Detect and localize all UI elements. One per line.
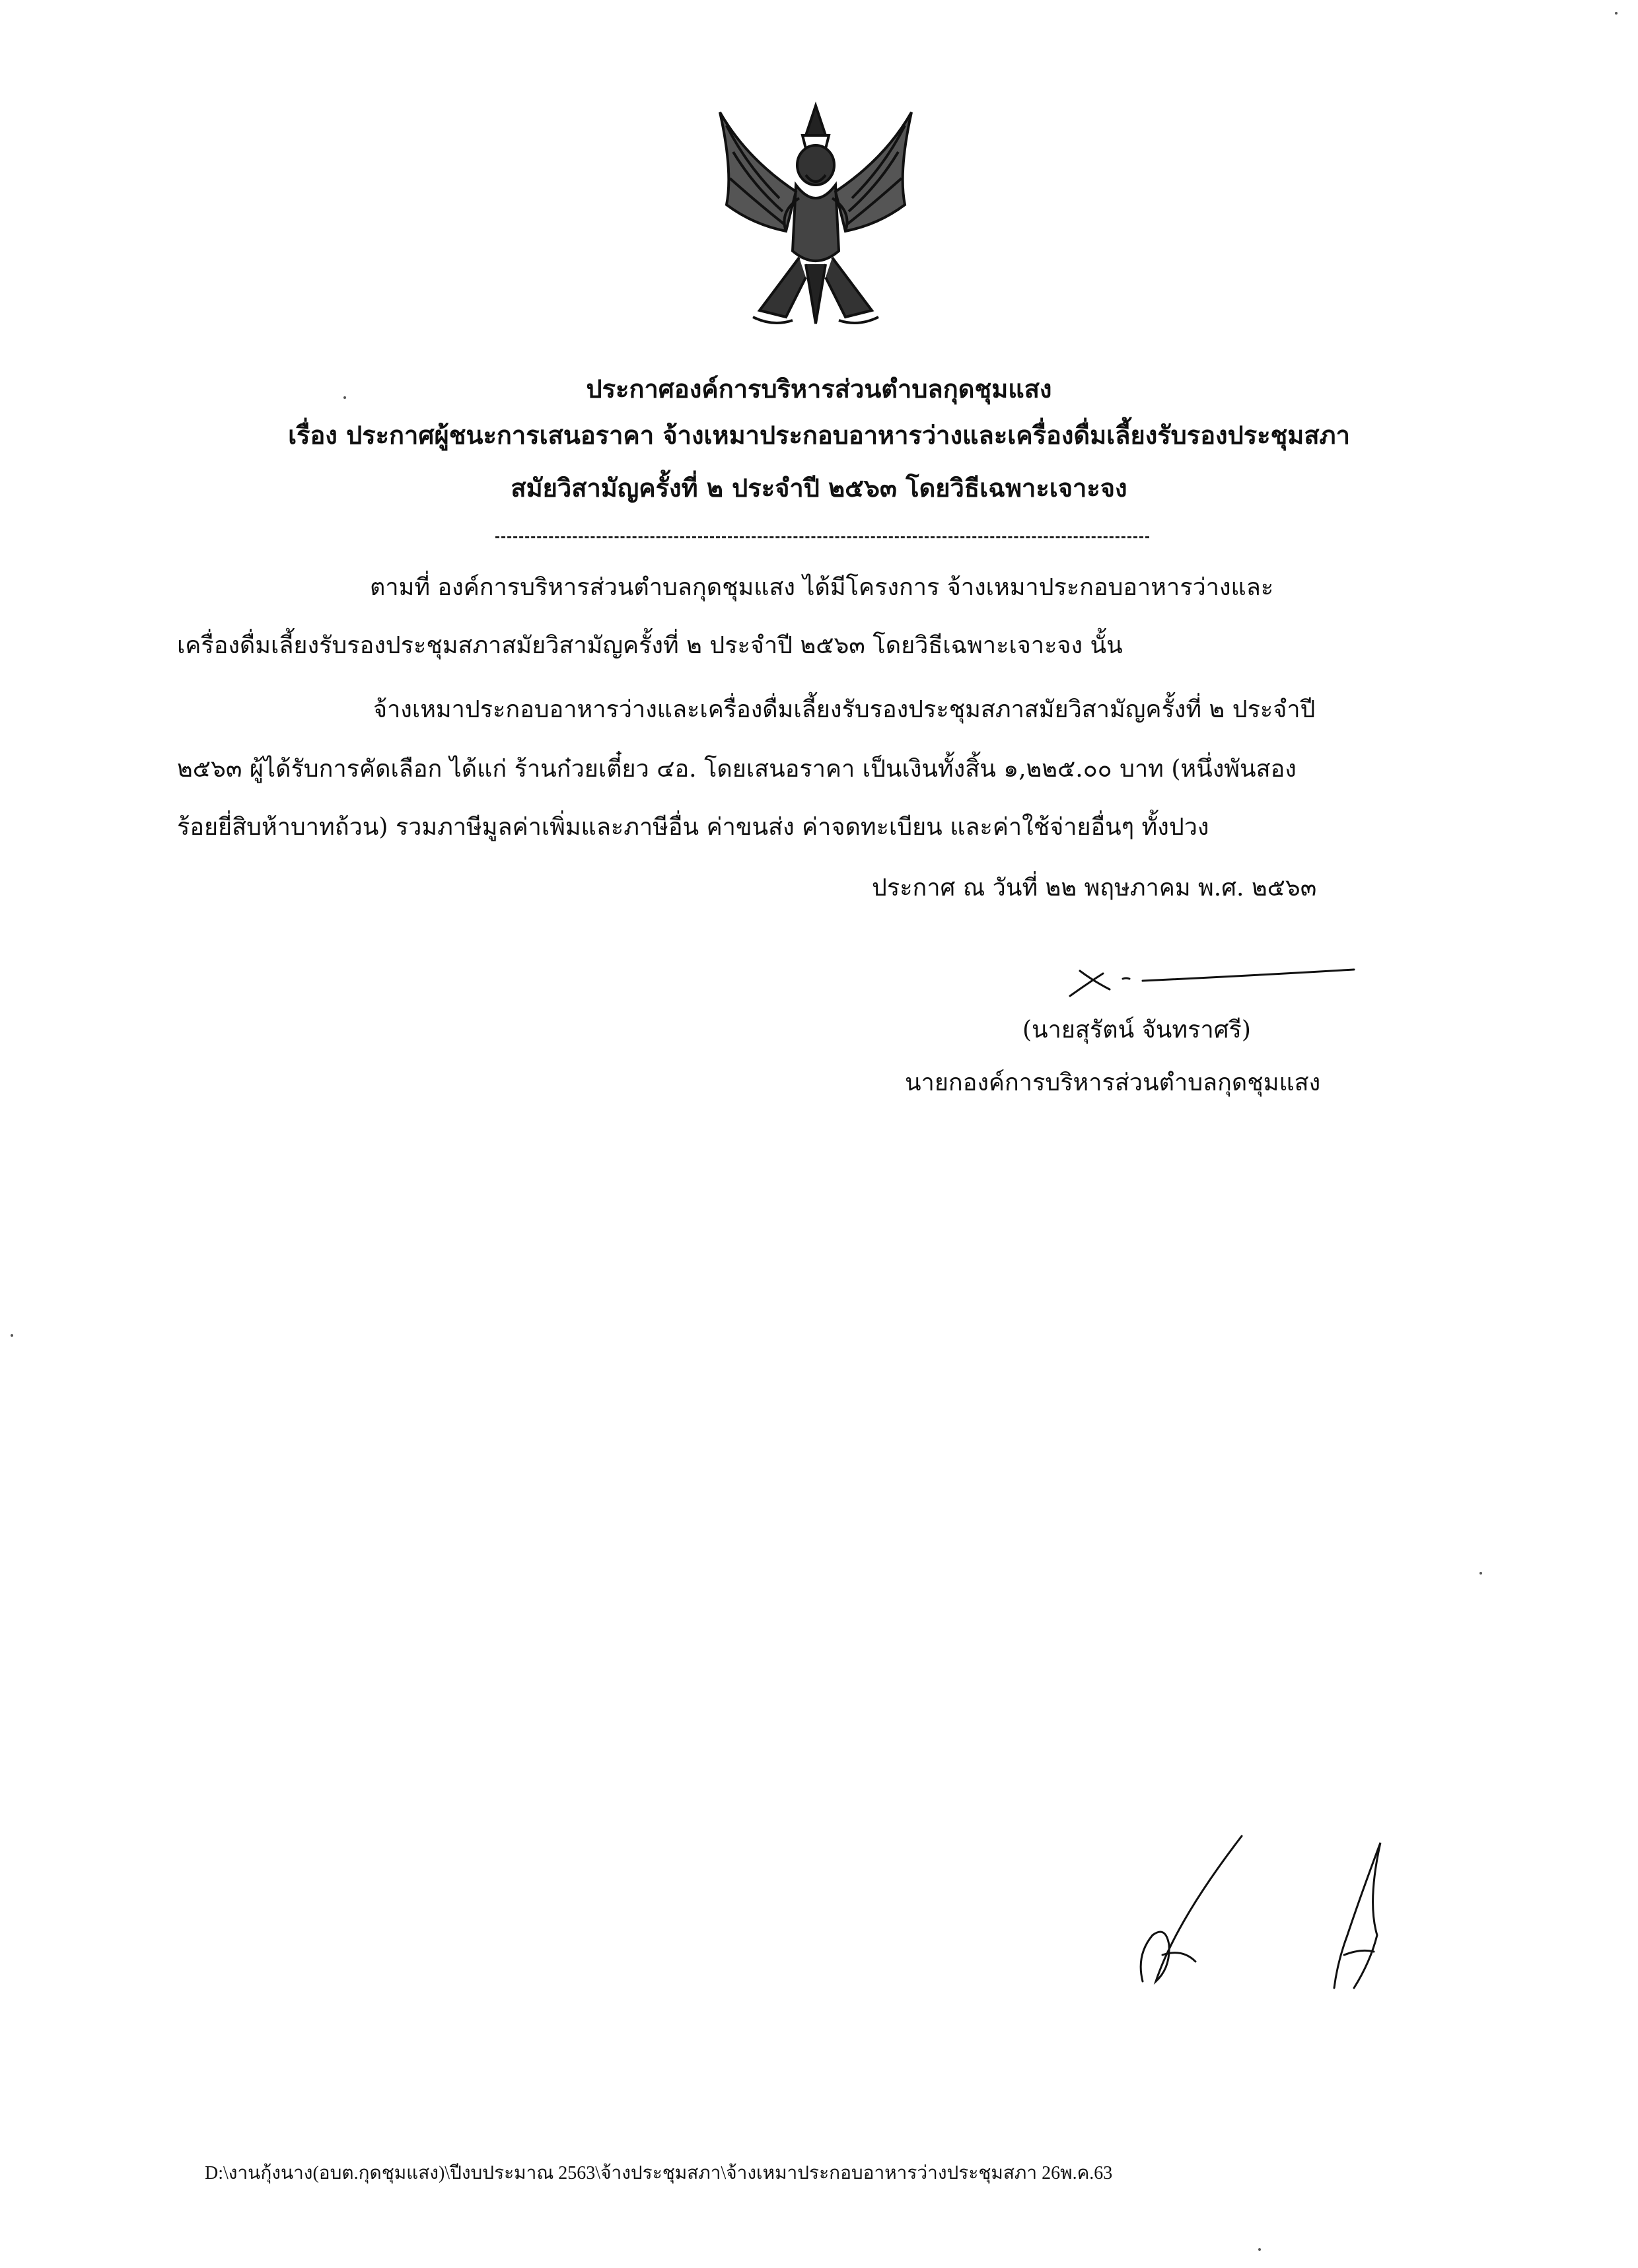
signer-name: (นายสุรัตน์ จันทราศรี): [1022, 1016, 1251, 1044]
announcement-subject: เรื่อง ประกาศผู้ชนะการเสนอราคา จ้างเหมาประกอบอาหารว่างและเครื่องดื่มเลี้ยงรับรองประชุมสภา: [288, 420, 1350, 450]
scan-speck: [11, 1334, 13, 1337]
initials-image: [1116, 1803, 1433, 2001]
scan-speck: [1258, 2248, 1261, 2251]
garuda-emblem-icon: [707, 99, 925, 337]
scan-speck: [1615, 12, 1618, 15]
signer-position: นายกองค์การบริหารส่วนตำบลกุดชุมแสง: [905, 1069, 1321, 1096]
body-paragraph-line: จ้างเหมาประกอบอาหารว่างและเครื่องดื่มเลี้ยงรับรองประชุมสภาสมัยวิสามัญครั้งที่ ๒ ประจำปี: [373, 696, 1316, 723]
signature-image: [1057, 944, 1374, 1010]
announcement-subject-continued: สมัยวิสามัญครั้งที่ ๒ ประจำปี ๒๕๖๓ โดยวิธีเฉพาะเจาะจง: [511, 473, 1127, 503]
announcement-title: ประกาศองค์การบริหารส่วนตำบลกุดชุมแสง: [586, 374, 1052, 404]
body-paragraph-line: ตามที่ องค์การบริหารส่วนตำบลกุดชุมแสง ได้มีโครงการ จ้างเหมาประกอบอาหารว่างและ: [370, 574, 1274, 601]
scan-speck: [343, 396, 346, 399]
title-divider: [495, 536, 1149, 538]
body-paragraph-line: ร้อยยี่สิบห้าบาทถ้วน) รวมภาษีมูลค่าเพิ่มและภาษีอื่น ค่าขนส่ง ค่าจดทะเบียน และค่าใช้จ่ายอื่นๆ ทั้งปวง: [177, 814, 1209, 841]
announcement-date: ประกาศ ณ วันที่ ๒๒ พฤษภาคม พ.ศ. ๒๕๖๓: [872, 874, 1317, 902]
body-paragraph-line: เครื่องดื่มเลี้ยงรับรองประชุมสภาสมัยวิสามัญครั้งที่ ๒ ประจำปี ๒๕๖๓ โดยวิธีเฉพาะเจาะจง นั้น: [177, 632, 1123, 659]
scan-speck: [1479, 1572, 1482, 1575]
body-paragraph-line: ๒๕๖๓ ผู้ได้รับการคัดเลือก ได้แก่ ร้านก๋วยเตี๋ยว ๔อ. โดยเสนอราคา เป็นเงินทั้งสิ้น ๑,๒๒๕.๐๐ บาท (หนึ่งพันสอง: [177, 756, 1297, 783]
file-path-footer: D:\งานกุ้งนาง(อบต.กุดชุมแสง)\ปีงบประมาณ 2563\จ้างประชุมสภา\จ้างเหมาประกอบอาหารว่างประชุมสภา 26พ.ค.63: [205, 2163, 1113, 2183]
